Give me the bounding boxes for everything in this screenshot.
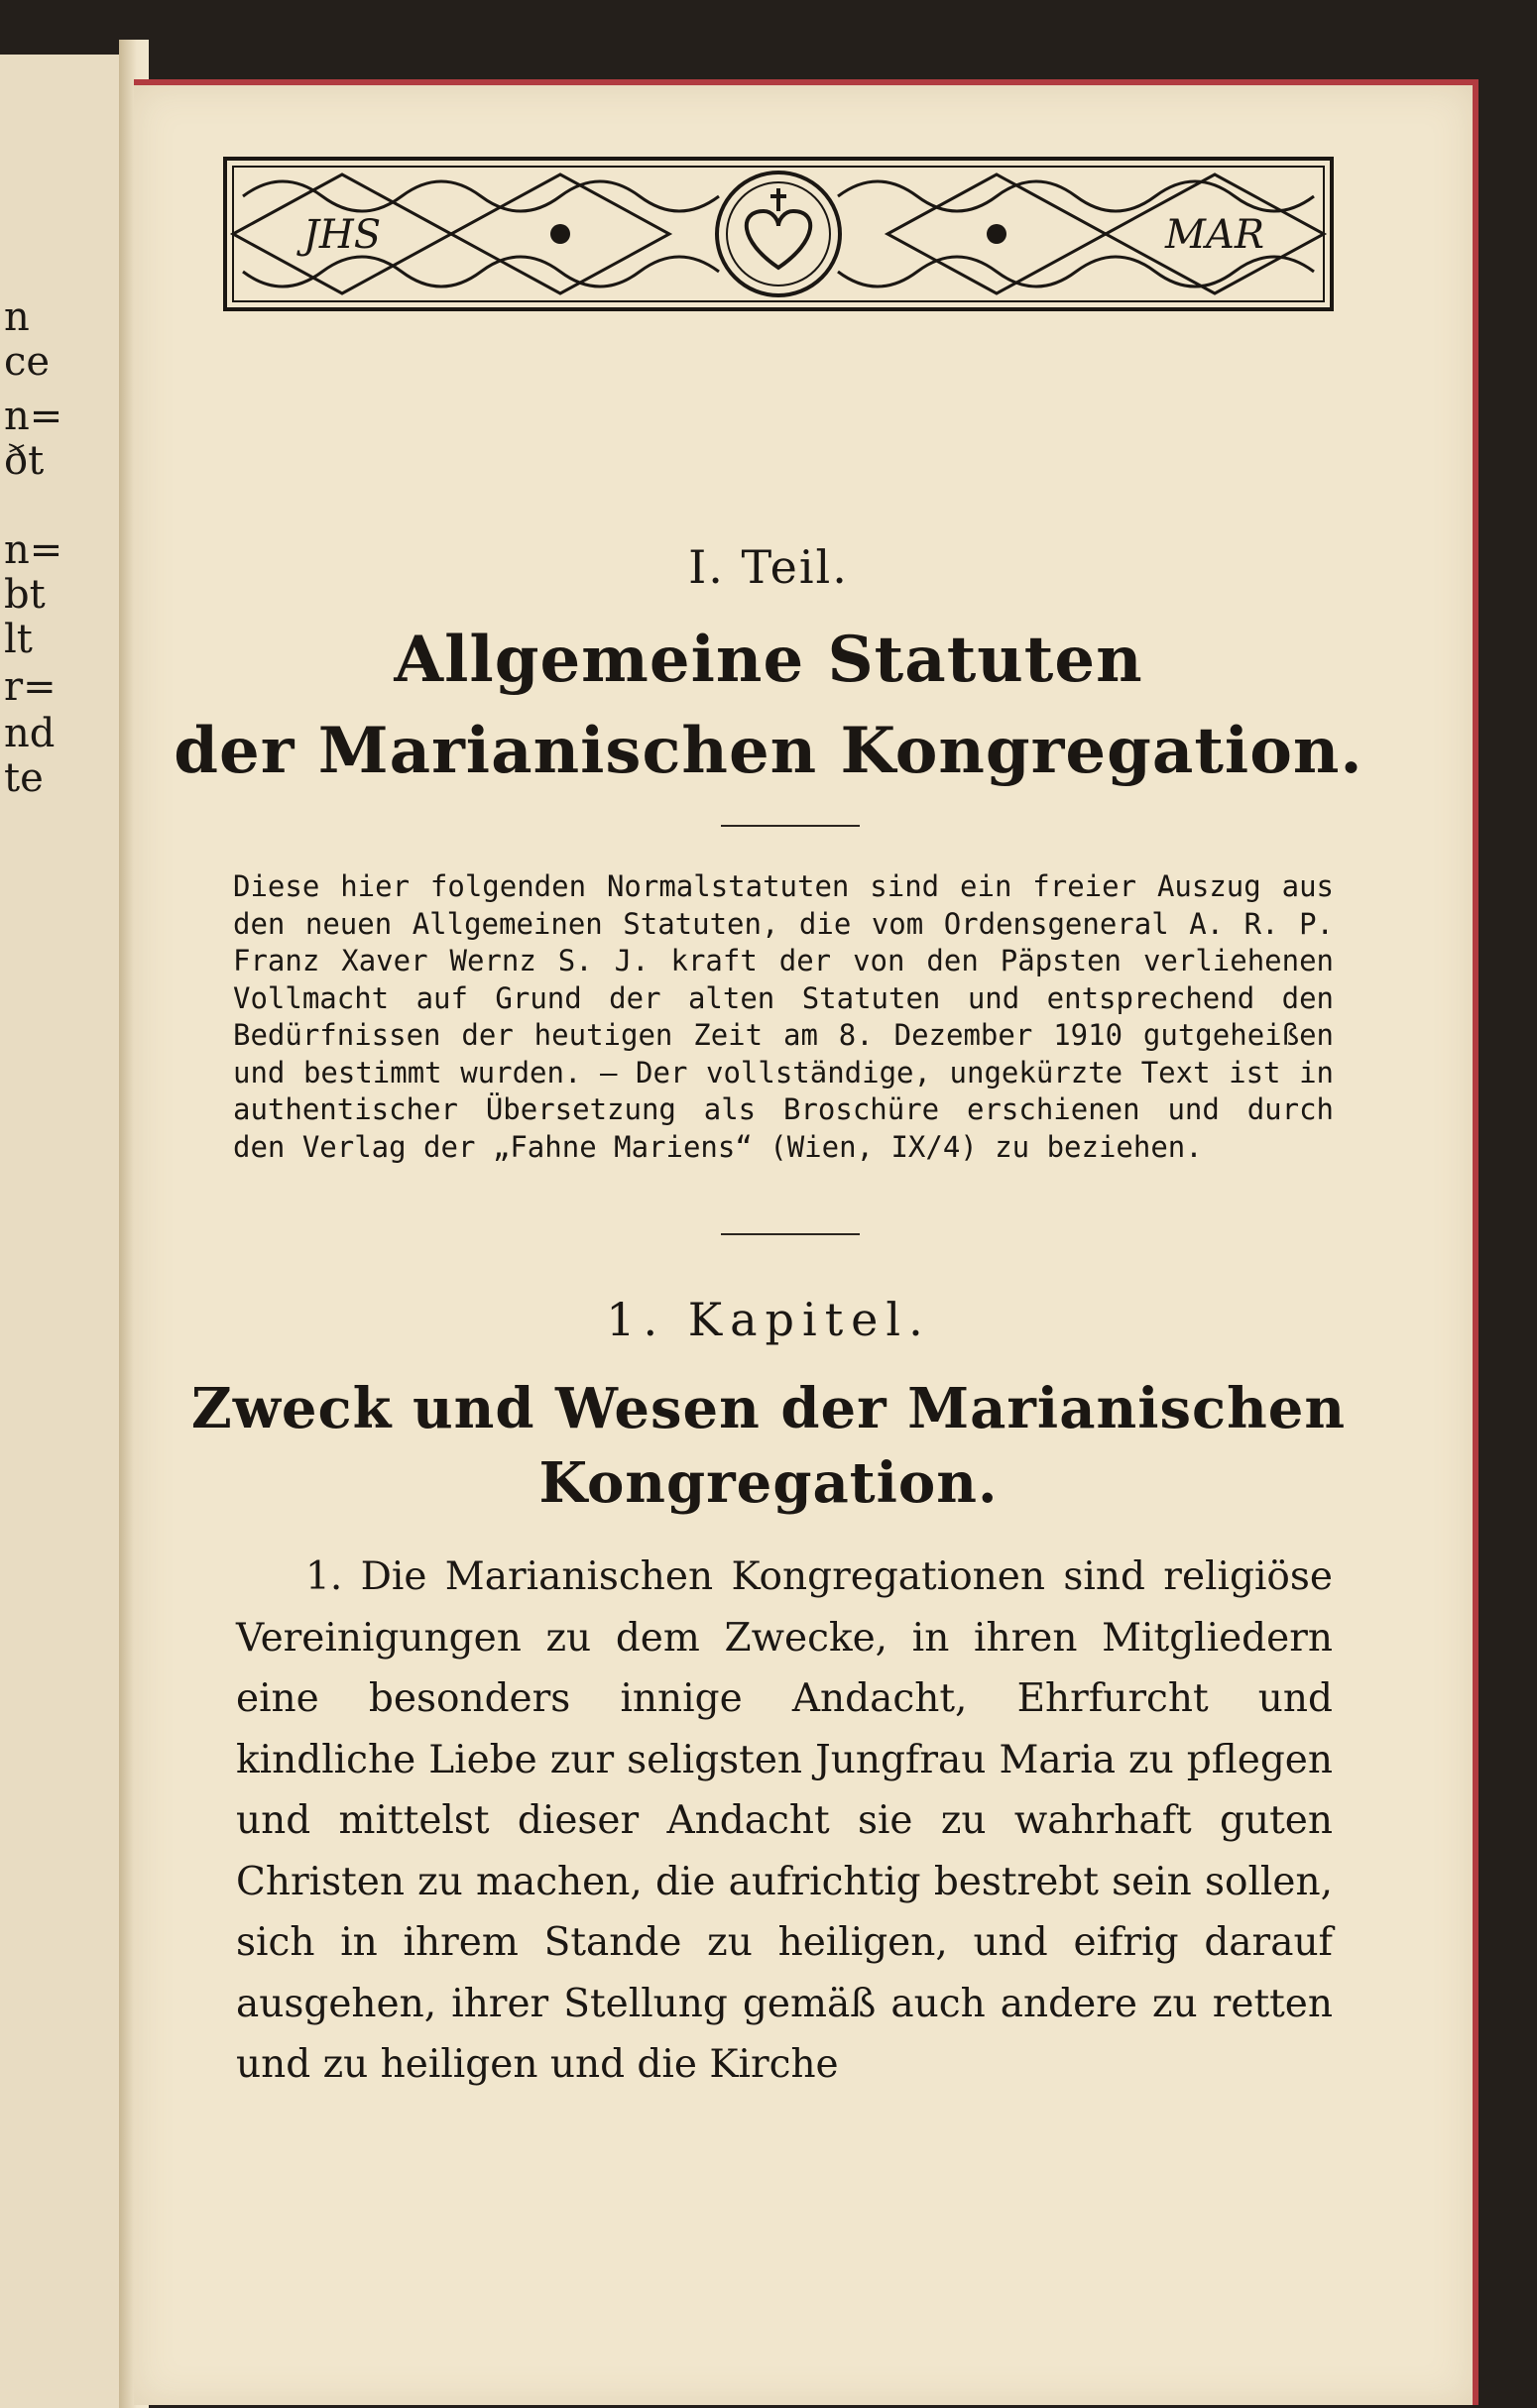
statute-title-line-1: Allgemeine Statuten (394, 623, 1143, 697)
divider (721, 825, 860, 827)
body-paragraph: 1. Die Marianischen Kongregationen sind religiöse Vereinigungen zu dem Zwecke, in ihren Mitgliedern eine besonders innige Andacht, Ehrfurcht und kindliche Liebe zur seligsten Jungfrau Maria zu pflegen und mittelst dieser Andacht sie zu wahrhaft guten Christen zu machen, die aufrichtig bestrebt sein sollen, sich in ihrem Stande zu heiligen, und eifrig darauf ausgehen, ihrer Stellung gemäß auch andere zu retten und zu heiligen und die Kirche (236, 1554, 1333, 2087)
sacred-heart-icon (717, 172, 840, 295)
left-page-fragment: nd (4, 711, 56, 756)
left-page-fragment: n (4, 294, 30, 340)
left-page-fragment: ce (4, 339, 51, 385)
statute-title-line-2: der Marianischen Kongregation. (174, 714, 1363, 788)
intro-paragraph: Diese hier folgenden Normalstatuten sind ein freier Auszug aus den neuen Allgemeinen Statuten, die vom Ordensgeneral A. R. P. Franz Xaver Wernz S. J. kraft der von den Päpsten verliehenen Vollmacht auf Grund der alten Statuten und entsprechend den Bedürfnissen der heutigen Zeit am 8. Dezember 1910 gutgeheißen und bestimmt wurden. — Der vollständige, ungekürzte Text ist in authentischer Übersetzung als Broschüre erschienen und durch den Verlag der „Fahne Mariens“ (Wien, IX/4) zu beziehen. (233, 869, 1334, 1164)
chapter-title-line-1: Zweck und Wesen der Marianischen (190, 1376, 1347, 1441)
chapter-label: 1. Kapitel. (606, 1293, 931, 1346)
left-page-fragment: n= (4, 527, 63, 573)
left-page-fragment: lt (4, 617, 33, 662)
left-page-fragment: ðt (4, 438, 45, 484)
monogram-mar: MAR (1165, 212, 1264, 258)
part-label: I. Teil. (688, 540, 849, 594)
left-page (0, 55, 122, 2408)
ornament-header (223, 157, 1334, 311)
divider (721, 1233, 860, 1235)
left-page-fragment: bt (4, 572, 46, 618)
left-page-fragment: n= (4, 394, 63, 439)
left-page-fragment: r= (4, 664, 57, 710)
chapter-title-line-2: Kongregation. (538, 1450, 999, 1516)
monogram-jhs: JHS (302, 212, 382, 258)
left-page-fragment: te (4, 755, 44, 801)
